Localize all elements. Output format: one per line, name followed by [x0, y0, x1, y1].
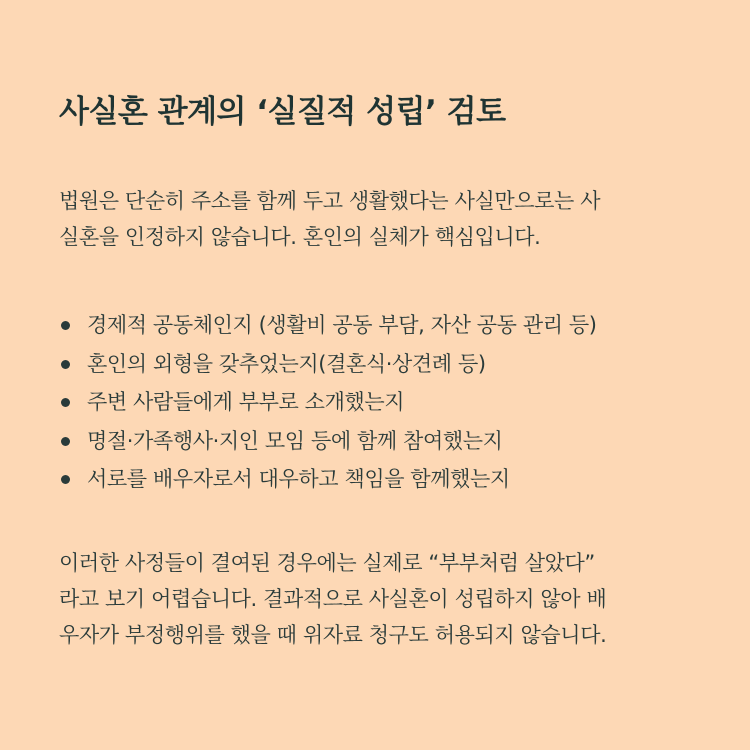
list-item: [59, 383, 597, 422]
list-item-text: 주변 사람들에게 부부로 소개했는지: [87, 390, 405, 415]
conclusion-paragraph: [59, 545, 699, 653]
intro-paragraph: [59, 183, 699, 255]
bullet-icon: [61, 360, 70, 369]
list-item: [59, 422, 597, 461]
bullet-icon: [61, 437, 70, 446]
bullet-icon: [61, 475, 70, 484]
bullet-icon: [61, 321, 70, 330]
conclusion-line: 라고 보기 어렵습니다. 결과적으로 사실혼이 성립하지 않아 배: [59, 587, 607, 611]
list-item-text: 명절·가족행사·지인 모임 등에 함께 참여했는지: [87, 428, 503, 453]
list-item-text: 서로를 배우자로서 대우하고 책임을 함께했는지: [87, 467, 510, 492]
list-item-text: 혼인의 외형을 갖추었는지(결혼식·상견례 등): [87, 351, 486, 376]
bullet-icon: [61, 398, 70, 407]
intro-line: 실혼을 인정하지 않습니다. 혼인의 실체가 핵심입니다.: [59, 225, 541, 249]
conclusion-line: 이러한 사정들이 결여된 경우에는 실제로 “부부처럼 살았다”: [59, 551, 595, 575]
criteria-list: [59, 306, 597, 499]
list-item: [59, 306, 597, 345]
list-item: [59, 460, 597, 499]
intro-line: 법원은 단순히 주소를 함께 두고 생활했다는 사실만으로는 사: [59, 189, 601, 213]
list-item-text: 경제적 공동체인지 (생활비 공동 부담, 자산 공동 관리 등): [87, 313, 597, 337]
conclusion-line: 우자가 부정행위를 했을 때 위자료 청구도 허용되지 않습니다.: [59, 623, 607, 647]
page-title: 사실혼 관계의 ‘실질적 성립’ 검토: [59, 94, 506, 130]
list-item: [59, 345, 597, 384]
